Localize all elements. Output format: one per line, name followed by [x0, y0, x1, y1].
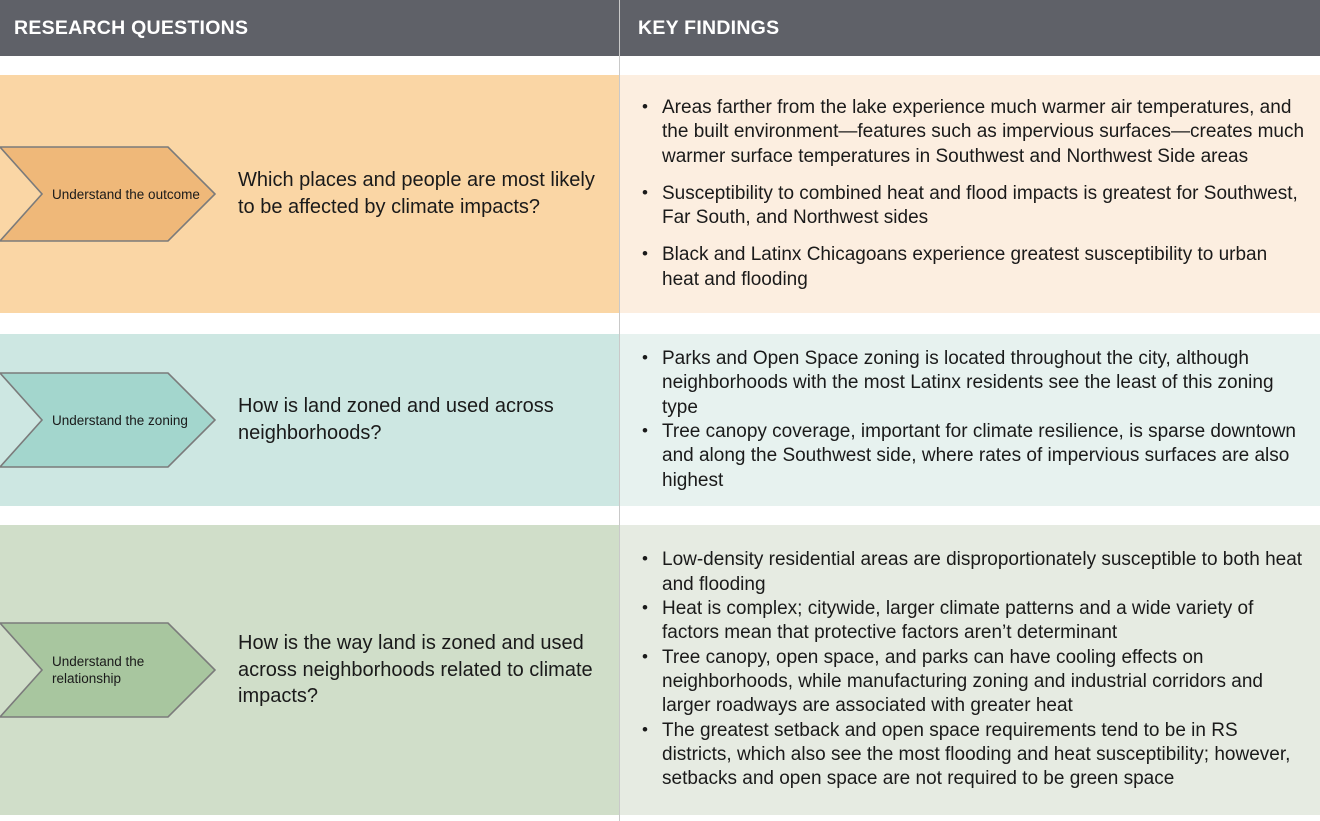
table-header-row	[0, 0, 1320, 56]
chevron-tag-relationship	[0, 653, 216, 687]
header-label-research-questions: RESEARCH QUESTIONS	[14, 16, 249, 39]
header-label-key-findings: KEY FINDINGS	[638, 16, 780, 39]
finding-item: • Areas farther from the lake experience much warmer air temperatures, and the built environment—features such as impervious surfaces—creates much warmer surface temperatures in Southwest and Northwest Side areas	[638, 96, 1306, 169]
chevron-tag-outcome	[0, 186, 216, 203]
row-spacer-1	[0, 313, 1320, 334]
row-spacer-left	[0, 313, 620, 334]
row-right-cell-outcome	[620, 75, 1320, 313]
finding-item: • Tree canopy, open space, and parks can have cooling effects on neighborhoods, while manufacturing zoning and industrial corridors and larger roadways are associated with greater heat	[638, 646, 1306, 719]
row-spacer-right	[620, 313, 1320, 334]
table-row	[0, 75, 1320, 313]
findings-list-zoning	[638, 347, 1306, 493]
row-left-cell-relationship	[0, 525, 620, 815]
chevron-label-relationship: Understand the relationship	[52, 654, 145, 686]
row-spacer-right	[620, 56, 1320, 75]
chevron-label-zoning: Understand the zoning	[52, 412, 188, 428]
row-right-cell-zoning	[620, 334, 1320, 506]
finding-item: • Susceptibility to combined heat and flood impacts is greatest for Southwest, Far South, and Northwest sides	[638, 182, 1306, 231]
finding-item: • Low-density residential areas are disproportionately susceptible to both heat and flooding	[638, 548, 1306, 597]
chevron-tag-zoning	[0, 412, 216, 429]
table-row	[0, 334, 1320, 506]
row-spacer-2	[0, 506, 1320, 525]
header-cell-key-findings	[620, 0, 1320, 56]
research-question-relationship: How is the way land is zoned and used across neighborhoods related to climate impacts?	[238, 632, 593, 708]
row-left-cell-zoning	[0, 334, 620, 506]
row-spacer-left	[0, 56, 620, 75]
finding-item: • Heat is complex; citywide, larger climate patterns and a wide variety of factors mean that protective factors aren’t determinant	[638, 597, 1306, 646]
finding-item: • Parks and Open Space zoning is located throughout the city, although neighborhoods with the most Latinx residents see the least of this zoning type	[638, 347, 1306, 420]
finding-item: • Tree canopy coverage, important for climate resilience, is sparse downtown and along the Southwest side, where rates of impervious surfaces are also highest	[638, 420, 1306, 493]
row-right-cell-relationship	[620, 525, 1320, 815]
chevron-label-outcome: Understand the outcome	[52, 186, 200, 202]
row-spacer-left	[0, 506, 620, 525]
row-left-cell-outcome	[0, 75, 620, 313]
finding-item: • The greatest setback and open space requirements tend to be in RS districts, which also see the most flooding and heat susceptibility; however, setbacks and open space are not required to be green space	[638, 719, 1306, 792]
research-question-outcome: Which places and people are most likely to be affected by climate impacts?	[238, 169, 595, 218]
research-question-zoning: How is land zoned and used across neighborhoods?	[238, 395, 554, 444]
row-spacer-top	[0, 56, 1320, 75]
finding-item: • Black and Latinx Chicagoans experience greatest susceptibility to urban heat and flooding	[638, 243, 1306, 292]
findings-list-outcome	[638, 96, 1306, 292]
header-cell-research-questions	[0, 0, 620, 56]
table-row	[0, 525, 1320, 815]
findings-list-relationship	[638, 548, 1306, 791]
row-spacer-right	[620, 506, 1320, 525]
